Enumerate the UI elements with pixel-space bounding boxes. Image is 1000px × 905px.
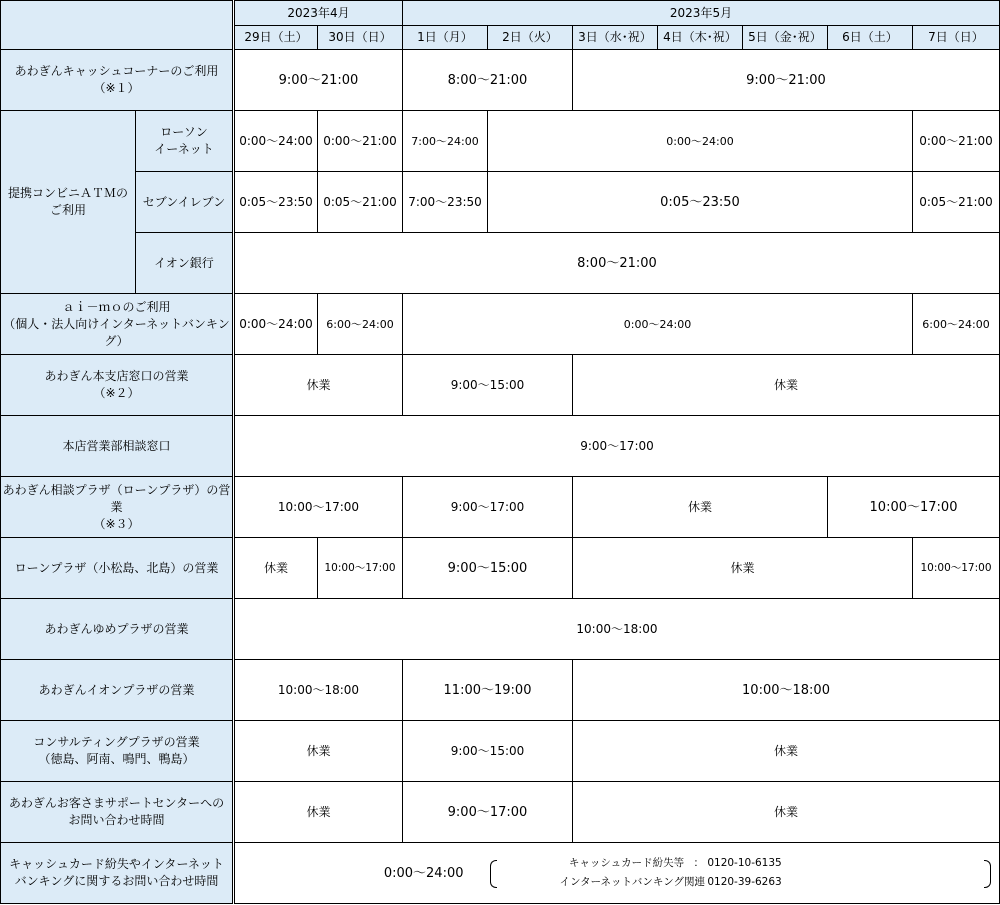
phone-info-cell bbox=[488, 843, 1000, 904]
row-aeon-plaza bbox=[1, 660, 1000, 721]
header-day: 6日（土） bbox=[828, 26, 913, 50]
schedule-cell: 9:00～17:00 bbox=[403, 477, 573, 538]
schedule-cell: 0:00～24:00 bbox=[234, 111, 318, 172]
phone-number: ： 0120-39-6263 bbox=[693, 876, 782, 888]
schedule-cell: 0:05～23:50 bbox=[488, 172, 913, 233]
row-label: あわぎん本支店窓口の営業 （※２） bbox=[1, 355, 234, 416]
row-label: あわぎんキャッシュコーナーのご利用 （※１） bbox=[1, 50, 234, 111]
header-month-may: 2023年5月 bbox=[403, 1, 1000, 26]
schedule-cell: 休業 bbox=[234, 721, 403, 782]
header-month-april: 2023年4月 bbox=[234, 1, 403, 26]
schedule-cell: 0:00～21:00 bbox=[318, 111, 403, 172]
schedule-cell: 9:00～15:00 bbox=[403, 355, 573, 416]
header-day: 3日（水･祝） bbox=[573, 26, 658, 50]
row-soudan-plaza bbox=[1, 477, 1000, 538]
schedule-cell: 9:00～17:00 bbox=[234, 416, 1000, 477]
schedule-cell: 10:00～17:00 bbox=[913, 538, 1000, 599]
schedule-cell: 0:00～24:00 bbox=[234, 294, 318, 355]
schedule-cell: 7:00～24:00 bbox=[403, 111, 488, 172]
schedule-cell: 10:00～18:00 bbox=[234, 660, 403, 721]
schedule-cell: 休業 bbox=[234, 782, 403, 843]
schedule-cell: 休業 bbox=[573, 782, 1000, 843]
schedule-cell: 0:00～21:00 bbox=[913, 111, 1000, 172]
row-label-convenience: 提携コンビニＡＴＭの ご利用 bbox=[1, 111, 136, 294]
header-corner bbox=[1, 1, 234, 50]
header-month-row bbox=[1, 1, 1000, 26]
row-loan-plaza bbox=[1, 538, 1000, 599]
schedule-cell: 8:00～21:00 bbox=[234, 233, 1000, 294]
schedule-cell: 休業 bbox=[234, 355, 403, 416]
row-label: あわぎん相談プラザ（ローンプラザ）の営業 （※３） bbox=[1, 477, 234, 538]
phone-number: ： 0120-10-6135 bbox=[693, 857, 782, 869]
schedule-cell: 0:05～23:50 bbox=[234, 172, 318, 233]
row-consulting-plaza bbox=[1, 721, 1000, 782]
schedule-cell: 休業 bbox=[573, 355, 1000, 416]
header-day: 30日（日） bbox=[318, 26, 403, 50]
schedule-cell: 休業 bbox=[573, 477, 828, 538]
row-label: コンサルティングプラザの営業 （徳島、阿南、鳴門、鴨島） bbox=[1, 721, 234, 782]
schedule-cell: 7:00～23:50 bbox=[403, 172, 488, 233]
schedule-cell: 10:00～17:00 bbox=[318, 538, 403, 599]
phone-row-card bbox=[560, 854, 782, 873]
schedule-cell: 9:00～15:00 bbox=[403, 538, 573, 599]
schedule-cell: 休業 bbox=[573, 538, 913, 599]
row-seven-eleven bbox=[1, 172, 1000, 233]
schedule-cell: 6:00～24:00 bbox=[913, 294, 1000, 355]
row-sublabel-seven-eleven: セブンイレブン bbox=[136, 172, 234, 233]
schedule-cell: 0:00～24:00 bbox=[234, 843, 488, 904]
row-cash-corner bbox=[1, 50, 1000, 111]
schedule-cell: 6:00～24:00 bbox=[318, 294, 403, 355]
schedule-cell: 8:00～21:00 bbox=[403, 50, 573, 111]
schedule-cell: 休業 bbox=[573, 721, 1000, 782]
schedule-cell: 0:05～21:00 bbox=[318, 172, 403, 233]
row-sublabel-aeon-bank: イオン銀行 bbox=[136, 233, 234, 294]
schedule-cell: 9:00～21:00 bbox=[573, 50, 1000, 111]
row-sublabel-lawson: ローソン イーネット bbox=[136, 111, 234, 172]
row-aimo bbox=[1, 294, 1000, 355]
schedule-cell: 10:00～17:00 bbox=[234, 477, 403, 538]
phone-label: キャッシュカード紛失等 bbox=[568, 857, 685, 869]
row-label: キャッシュカード紛失やインターネット バンキングに関するお問い合わせ時間 bbox=[1, 843, 234, 904]
schedule-cell: 10:00～18:00 bbox=[234, 599, 1000, 660]
row-branch bbox=[1, 355, 1000, 416]
bracket-right bbox=[984, 860, 991, 888]
phone-label: インターネットバンキング関連 bbox=[559, 876, 706, 888]
row-label: あわぎんお客さまサポートセンターへの お問い合わせ時間 bbox=[1, 782, 234, 843]
header-day: 29日（土） bbox=[234, 26, 318, 50]
row-hq-consult bbox=[1, 416, 1000, 477]
phone-row-netbank bbox=[560, 873, 782, 892]
bracket-left bbox=[490, 860, 497, 888]
row-label: ａｉ－ｍｏのご利用 （個人・法人向けインターネットバンキング） bbox=[1, 294, 234, 355]
schedule-cell: 9:00～21:00 bbox=[234, 50, 403, 111]
phone-info-box bbox=[490, 852, 992, 894]
header-day: 7日（日） bbox=[913, 26, 1000, 50]
row-yume-plaza bbox=[1, 599, 1000, 660]
schedule-cell: 0:00～24:00 bbox=[403, 294, 913, 355]
schedule-cell: 10:00～18:00 bbox=[573, 660, 1000, 721]
header-day: 5日（金･祝） bbox=[743, 26, 828, 50]
header-day: 2日（火） bbox=[488, 26, 573, 50]
row-label: ローンプラザ（小松島、北島）の営業 bbox=[1, 538, 234, 599]
schedule-cell: 0:05～21:00 bbox=[913, 172, 1000, 233]
row-label: あわぎんイオンプラザの営業 bbox=[1, 660, 234, 721]
header-day: 1日（月） bbox=[403, 26, 488, 50]
schedule-cell: 9:00～15:00 bbox=[403, 721, 573, 782]
row-label: あわぎんゆめプラザの営業 bbox=[1, 599, 234, 660]
schedule-cell: 11:00～19:00 bbox=[403, 660, 573, 721]
schedule-cell: 休業 bbox=[234, 538, 318, 599]
row-support-center bbox=[1, 782, 1000, 843]
header-day: 4日（木･祝） bbox=[658, 26, 743, 50]
row-lawson bbox=[1, 111, 1000, 172]
row-aeon-bank bbox=[1, 233, 1000, 294]
schedule-cell: 10:00～17:00 bbox=[828, 477, 1000, 538]
row-lost-card bbox=[1, 843, 1000, 904]
row-label: 本店営業部相談窓口 bbox=[1, 416, 234, 477]
schedule-cell: 9:00～17:00 bbox=[403, 782, 573, 843]
schedule-cell: 0:00～24:00 bbox=[488, 111, 913, 172]
